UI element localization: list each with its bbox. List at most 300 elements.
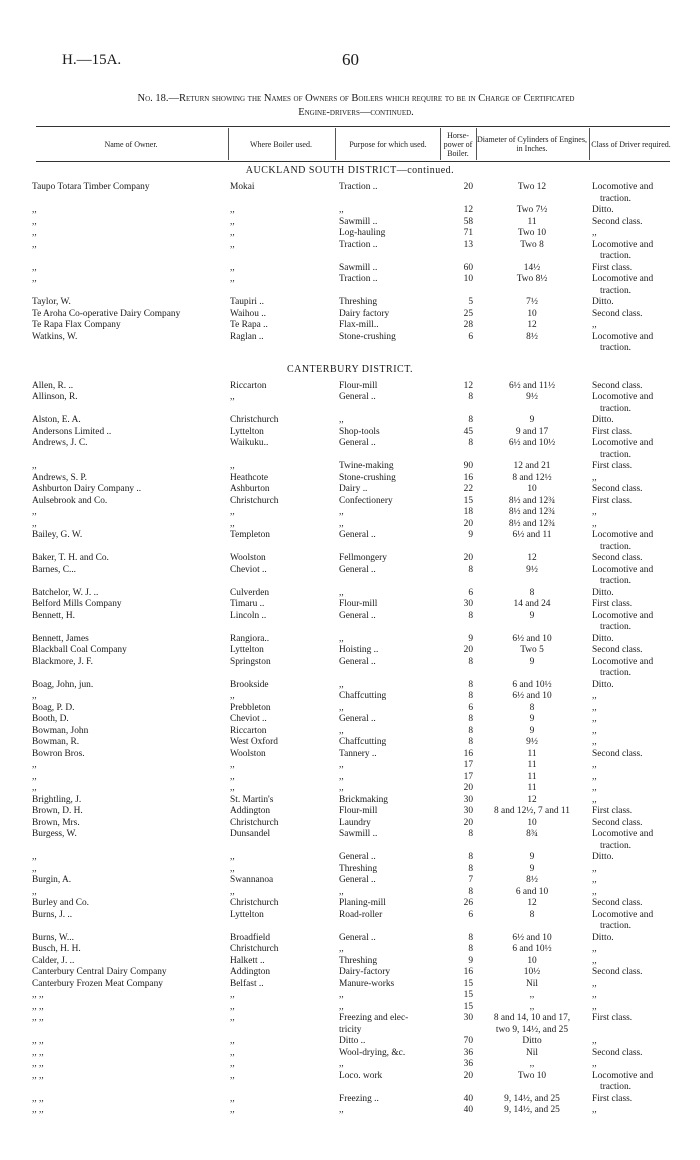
horse-power: 25 [463, 308, 473, 319]
cylinder-diameter: 8 and 14, 10 and 17, [493, 1013, 571, 1023]
owner-name: ,, [32, 760, 37, 770]
owner-name: Belford Mills Company [32, 599, 122, 609]
driver-class: Second class. [592, 898, 643, 908]
cylinder-diameter: 6 and 10½ [512, 679, 552, 690]
driver-class: First class. [592, 426, 633, 437]
cylinder-diameter: 9, 14½, and 25 [504, 1093, 560, 1104]
table-row [0, 932, 700, 944]
driver-class: ,, [592, 783, 597, 793]
cylinder-diameter: 11 [527, 760, 537, 770]
driver-class: Locomotive and [592, 274, 654, 284]
boiler-location: ,, [230, 1105, 235, 1115]
boiler-location: Halkett .. [230, 955, 265, 966]
cylinder-diameter: 11 [527, 771, 537, 782]
boiler-location: Christchurch [230, 495, 279, 506]
boiler-purpose: General .. [339, 530, 376, 540]
boiler-location: Springston [230, 656, 271, 667]
boiler-purpose: General .. [339, 656, 376, 667]
horse-power: 71 [463, 228, 473, 238]
boiler-location: Riccarton [230, 725, 267, 736]
section-heading: CANTERBURY DISTRICT. [286, 363, 414, 375]
boiler-purpose: ,, [339, 633, 344, 644]
boiler-purpose: Ditto .. [339, 1036, 366, 1046]
driver-class-cont: traction. [600, 251, 631, 261]
boiler-location: ,, [230, 1093, 235, 1104]
driver-class: ,, [592, 1105, 597, 1115]
driver-class: Locomotive and [592, 331, 654, 342]
cylinder-diameter: Two 8 [520, 239, 544, 250]
boiler-purpose: General .. [339, 438, 376, 448]
owner-name: ,, [32, 863, 37, 874]
owner-name: Busch, H. H. [32, 944, 81, 954]
boiler-purpose: Planing-mill [339, 898, 386, 908]
table-row [0, 472, 700, 484]
table-row [0, 817, 700, 829]
cylinder-diameter: 9 [529, 415, 535, 425]
owner-name: Andrews, J. C. [32, 438, 88, 448]
horse-power: 9 [468, 530, 473, 540]
table-row [0, 1047, 700, 1059]
driver-class: Locomotive and [592, 438, 654, 448]
boiler-location: Woolston [230, 748, 266, 759]
owner-name: Brightling, J. [32, 794, 82, 805]
driver-class: ,, [592, 725, 597, 736]
boiler-location: West Oxford [230, 737, 278, 747]
boiler-purpose: Loco. work [339, 1070, 383, 1081]
boiler-location: Brookside [230, 679, 269, 690]
driver-class: First class. [592, 461, 633, 471]
boiler-location: Dunsandel [230, 829, 271, 839]
owner-name: ,, ,, [32, 1001, 44, 1012]
boiler-purpose: Flour-mill [339, 380, 378, 391]
boiler-location: Lyttelton [230, 645, 264, 655]
owner-name: ,, [32, 228, 37, 238]
cylinder-diameter: 8½ and 12¾ [508, 518, 556, 529]
table-row [0, 308, 700, 320]
table-row [0, 319, 700, 331]
driver-class: Second class. [592, 967, 643, 977]
cylinder-diameter: 7½ [526, 297, 538, 307]
table-row [0, 587, 700, 599]
boiler-purpose: Confectionery [339, 495, 393, 506]
table-row [0, 874, 700, 886]
owner-name: Taupo Totara Timber Company [32, 182, 150, 192]
table-row [0, 863, 700, 875]
cylinder-diameter: 6½ and 10½ [508, 438, 556, 448]
boiler-purpose: ,, [339, 702, 344, 713]
section-heading: AUCKLAND SOUTH DISTRICT—continued. [245, 165, 455, 176]
boiler-purpose: Traction .. [339, 239, 378, 250]
driver-class: ,, [592, 771, 597, 782]
boiler-purpose: Freezing and elec- [339, 1013, 409, 1023]
cylinder-diameter: Two 10 [517, 228, 547, 238]
cylinder-diameter-cont: two 9, 14½, and 25 [495, 1024, 569, 1035]
boiler-purpose: General .. [339, 852, 376, 862]
boiler-location: ,, [230, 507, 235, 517]
boiler-purpose: Sawmill .. [339, 262, 378, 273]
boiler-location: Cheviot .. [230, 564, 267, 575]
cylinder-diameter: 6½ and 11½ [508, 380, 555, 391]
owner-name: ,, ,, [32, 1093, 44, 1104]
table-row [0, 782, 700, 794]
owner-name: Allinson, R. [32, 392, 78, 402]
owner-name: ,, [32, 274, 37, 284]
owner-name: Booth, D. [32, 714, 69, 724]
cylinder-diameter: 6½ and 10 [512, 932, 552, 943]
owner-name: ,, [32, 518, 37, 529]
driver-class: Ditto. [592, 852, 614, 862]
cylinder-diameter: 9 [529, 714, 535, 724]
cylinder-diameter: 12 [527, 794, 537, 805]
boiler-purpose: General .. [339, 392, 376, 402]
driver-class: ,, [592, 737, 597, 747]
table-row [0, 273, 700, 285]
boiler-location: Raglan .. [230, 331, 264, 342]
table-row [0, 331, 700, 343]
table-row [0, 552, 700, 564]
driver-class: Ditto. [592, 679, 614, 690]
cylinder-diameter: Two 7½ [516, 205, 548, 215]
driver-class: ,, [592, 320, 597, 330]
horse-power: 15 [463, 990, 473, 1000]
boiler-purpose: Brickmaking [339, 794, 388, 805]
boiler-purpose: ,, [339, 587, 344, 598]
boiler-location: Timaru .. [230, 599, 265, 609]
horse-power: 15 [463, 495, 473, 506]
driver-class: First class. [592, 806, 633, 816]
table-row [0, 204, 700, 216]
driver-class: Locomotive and [592, 530, 654, 540]
cylinder-diameter: 9 [529, 610, 535, 621]
boiler-location: ,, [230, 691, 235, 701]
boiler-purpose: ,, [339, 944, 344, 954]
cylinder-diameter: 9½ [526, 392, 538, 402]
horse-power: 12 [463, 205, 473, 215]
title-line-1: No. 18.—Return showing the Names of Owners of Boilers which require to be in Charge of Certificated [137, 93, 575, 104]
horse-power: 8 [468, 852, 473, 862]
boiler-location: Christchurch [230, 817, 279, 828]
owner-name: ,, [32, 771, 37, 782]
table-row [0, 943, 700, 955]
table-row [0, 1012, 700, 1024]
table-row [0, 1001, 700, 1013]
cylinder-diameter: 9, 14½, and 25 [504, 1105, 560, 1115]
cylinder-diameter: 11 [527, 216, 537, 227]
driver-class: Second class. [592, 748, 643, 759]
driver-class: Second class. [592, 645, 643, 655]
owner-name: Burns, J. .. [32, 909, 73, 920]
table-row [0, 518, 700, 530]
cylinder-diameter: 8 [529, 702, 535, 713]
boiler-location: Addington [230, 967, 271, 977]
cylinder-diameter: Nil [526, 978, 538, 989]
table-row [0, 426, 700, 438]
horse-power: 7 [468, 875, 473, 885]
cylinder-diameter: 8 [529, 587, 535, 598]
boiler-location: Riccarton [230, 380, 267, 391]
boiler-purpose: Road-roller [339, 909, 383, 920]
boiler-purpose: Chaffcutting [339, 737, 387, 747]
boiler-purpose: General .. [339, 564, 376, 575]
cylinder-diameter: 9 and 17 [515, 426, 549, 437]
owner-name: Te Rapa Flax Company [32, 320, 121, 330]
horse-power: 12 [463, 380, 473, 391]
cylinder-diameter: 9 [529, 852, 535, 862]
driver-class: ,, [592, 691, 597, 701]
table-row [0, 978, 700, 990]
driver-class: ,, [592, 507, 597, 517]
owner-name: ,, ,, [32, 990, 44, 1000]
cylinder-diameter: 9½ [526, 564, 538, 575]
driver-class: ,, [592, 875, 597, 885]
owner-name: Burgin, A. [32, 875, 72, 885]
horse-power: 90 [463, 461, 473, 471]
cylinder-diameter: 9 [529, 863, 535, 874]
boiler-location: Addington [230, 806, 271, 816]
owner-name: Te Aroha Co-operative Dairy Company [32, 308, 181, 319]
table-row [0, 506, 700, 518]
horse-power: 60 [463, 262, 473, 273]
boiler-location: ,, [230, 239, 235, 250]
horse-power: 13 [463, 239, 473, 250]
boiler-location: Heathcote [230, 472, 268, 483]
driver-class: Locomotive and [592, 239, 654, 250]
horse-power: 16 [463, 967, 473, 977]
driver-class: Locomotive and [592, 656, 654, 667]
boiler-location: Taupiri .. [230, 297, 264, 307]
owner-name: ,, ,, [32, 1036, 44, 1046]
cylinder-diameter: 11 [527, 783, 537, 793]
table-row [0, 598, 700, 610]
owner-name: ,, [32, 852, 37, 862]
boiler-location: Lincoln .. [230, 610, 267, 621]
boiler-purpose: Twine-making [339, 461, 394, 471]
boiler-purpose: Sawmill .. [339, 829, 378, 839]
boiler-location: ,, [230, 852, 235, 862]
cylinder-diameter: 14½ [523, 262, 541, 273]
table-row [0, 656, 700, 668]
driver-class: ,, [592, 518, 597, 529]
boiler-location: Te Rapa .. [230, 320, 268, 330]
table-row [0, 725, 700, 737]
cylinder-diameter: 9½ [526, 737, 538, 747]
horse-power: 17 [463, 760, 473, 770]
table-row [0, 886, 700, 898]
horse-power: 8 [468, 610, 473, 621]
boiler-purpose: Flour-mill [339, 806, 378, 816]
col-header-owner: Name of Owner. [104, 139, 158, 149]
horse-power: 8 [468, 564, 473, 575]
horse-power: 8 [468, 691, 473, 701]
owner-name: Canterbury Central Dairy Company [32, 967, 167, 977]
table-row [0, 529, 700, 541]
cylinder-diameter: Two 10 [517, 1070, 547, 1081]
owner-name: ,, ,, [32, 1047, 44, 1058]
boiler-purpose: Wool-drying, &c. [339, 1047, 406, 1058]
driver-class-cont: traction. [600, 285, 631, 296]
cylinder-diameter: 12 [527, 898, 537, 908]
boiler-location: Rangiora.. [230, 633, 270, 644]
driver-class: Locomotive and [592, 182, 654, 192]
cylinder-diameter: 6 and 10½ [512, 944, 552, 954]
boiler-location: ,, [230, 228, 235, 238]
owner-name: Calder, J. .. [32, 955, 75, 966]
horse-power: 58 [463, 216, 473, 227]
table-row [0, 483, 700, 495]
driver-class: Ditto. [592, 297, 614, 307]
owner-name: Batchelor, W. J. .. [32, 587, 99, 598]
cylinder-diameter: 8¾ [526, 829, 538, 839]
boiler-location: Broadfield [230, 932, 271, 943]
horse-power: 18 [463, 507, 473, 517]
table-row [0, 437, 700, 449]
owner-name: ,, [32, 886, 37, 897]
boiler-location: ,, [230, 461, 235, 471]
boiler-purpose: ,, [339, 507, 344, 517]
owner-name: Aulsebrook and Co. [32, 495, 108, 506]
boiler-purpose: General .. [339, 714, 376, 724]
cylinder-diameter: 12 and 21 [513, 461, 551, 471]
horse-power: 17 [463, 771, 473, 782]
boiler-location: Waihou .. [230, 308, 266, 319]
boiler-purpose: Hoisting .. [339, 645, 379, 655]
boiler-location: Waikuku.. [230, 438, 269, 448]
table-title [36, 92, 676, 120]
cylinder-diameter: 9 [529, 656, 535, 667]
owner-name: ,, ,, [32, 1013, 44, 1023]
horse-power: 8 [468, 392, 473, 402]
boiler-location: St. Martin's [230, 794, 274, 805]
driver-class: First class. [592, 599, 633, 609]
title-line-2: Engine-drivers—continued. [298, 107, 414, 118]
horse-power: 30 [463, 599, 473, 609]
table-row [0, 897, 700, 909]
owner-name: Andersons Limited .. [32, 426, 112, 437]
boiler-location: ,, [230, 1047, 235, 1058]
owner-name: ,, [32, 461, 37, 471]
horse-power: 8 [468, 886, 473, 897]
horse-power: 20 [463, 553, 473, 563]
boiler-purpose: ,, [339, 783, 344, 793]
cylinder-diameter: Two 12 [517, 182, 547, 192]
owner-name: ,, [32, 205, 37, 215]
driver-class-cont: traction. [600, 622, 631, 632]
owner-name: ,, [32, 783, 37, 793]
col-header-purpose: Purpose for which used. [349, 139, 427, 149]
boiler-purpose: Sawmill .. [339, 216, 378, 227]
horse-power: 15 [463, 978, 473, 989]
boiler-location: ,, [230, 216, 235, 227]
driver-class: ,, [592, 955, 597, 966]
cylinder-diameter: 10½ [523, 967, 541, 977]
boiler-purpose: Flax-mill.. [339, 320, 379, 330]
driver-class: ,, [592, 990, 597, 1000]
owner-name: ,, [32, 262, 37, 273]
boiler-location: Christchurch [230, 944, 279, 954]
boiler-location: ,, [230, 1059, 235, 1069]
driver-class: First class. [592, 495, 633, 506]
cylinder-diameter: 8 and 12½, 7 and 11 [494, 806, 570, 816]
owner-name: Brown, D. H. [32, 806, 83, 816]
table-row [0, 771, 700, 783]
horse-power: 8 [468, 829, 473, 839]
table-row [0, 702, 700, 714]
table-row [0, 851, 700, 863]
driver-class-cont: traction. [600, 840, 631, 851]
cylinder-diameter: 8½ [526, 331, 538, 342]
driver-class: Locomotive and [592, 829, 654, 839]
cylinder-diameter: 6½ and 10 [512, 691, 552, 701]
boiler-location: Cheviot .. [230, 714, 267, 724]
horse-power: 10 [463, 274, 473, 284]
horse-power: 36 [463, 1059, 473, 1069]
table-row [0, 1070, 700, 1082]
horse-power: 20 [463, 1070, 473, 1081]
table-row [0, 391, 700, 403]
boiler-purpose: ,, [339, 518, 344, 529]
owner-name: Burley and Co. [32, 898, 90, 908]
owner-name: Blackmore, J. F. [32, 656, 93, 667]
driver-class: Locomotive and [592, 392, 654, 402]
horse-power: 40 [463, 1093, 473, 1104]
horse-power: 16 [463, 748, 473, 759]
owner-name: Bailey, G. W. [32, 530, 83, 540]
owner-name: Bennett, James [32, 633, 89, 644]
driver-class: Second class. [592, 484, 643, 494]
boiler-purpose: Threshing [339, 863, 378, 874]
owner-name: ,, [32, 216, 37, 227]
horse-power: 8 [468, 415, 473, 425]
table-row [0, 828, 700, 840]
owner-name: ,, ,, [32, 1105, 44, 1115]
boiler-purpose: Freezing .. [339, 1093, 379, 1104]
table-row [0, 564, 700, 576]
cylinder-diameter: ,, [529, 990, 535, 1000]
driver-class: Ditto. [592, 587, 614, 598]
boiler-purpose: Laundry [339, 817, 371, 828]
boiler-purpose: Shop-tools [339, 426, 380, 437]
table-row [0, 679, 700, 691]
horse-power: 8 [468, 679, 473, 690]
driver-class-cont: traction. [600, 449, 631, 460]
owner-name: ,, ,, [32, 1070, 44, 1081]
driver-class-cont: traction. [600, 921, 631, 931]
driver-class: ,, [592, 702, 597, 713]
table-row [0, 713, 700, 725]
cylinder-diameter: 6 and 10 [515, 886, 549, 897]
driver-class: ,, [592, 944, 597, 954]
table-row [0, 966, 700, 978]
driver-class-cont: traction. [600, 1082, 631, 1092]
horse-power: 26 [463, 898, 473, 908]
horse-power: 6 [468, 702, 473, 713]
boiler-purpose: Log-hauling [339, 228, 386, 238]
boiler-location: Lyttelton [230, 909, 264, 920]
boiler-purpose: Traction .. [339, 274, 378, 284]
horse-power: 20 [463, 182, 473, 192]
page-number: 60 [342, 50, 359, 69]
owner-name: ,, ,, [32, 1059, 44, 1069]
cylinder-diameter: 10 [527, 484, 537, 494]
owner-name: Bowman, R. [32, 737, 80, 747]
driver-class: ,, [592, 714, 597, 724]
col-header-hp: Horse-power of Boiler. [443, 130, 473, 158]
driver-class: Second class. [592, 380, 643, 391]
driver-class: Locomotive and [592, 909, 654, 920]
boiler-purpose: ,, [339, 725, 344, 736]
table-row [0, 296, 700, 308]
cylinder-diameter: 11 [527, 748, 537, 759]
